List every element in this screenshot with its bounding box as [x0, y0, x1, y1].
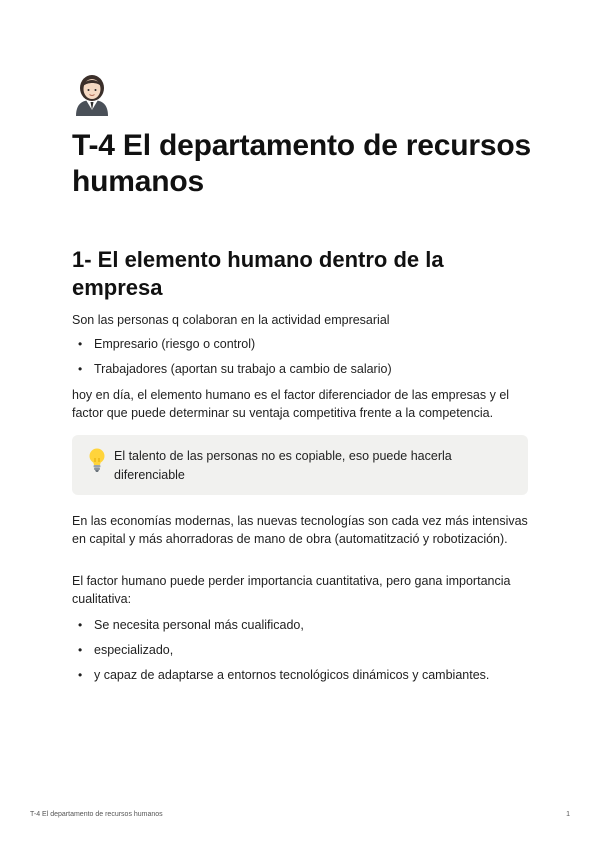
section-heading: 1- El elemento humano dentro de la empresa: [72, 247, 444, 300]
section-intro: Son las personas q colaboran en la actividad empresarial: [72, 313, 390, 327]
callout-text: El talento de las personas no es copiable, eso puede hacerla diferenciable: [114, 449, 452, 482]
list-item-text: Empresario (riesgo o control): [94, 337, 256, 351]
list-item: [78, 666, 528, 684]
bullet-icon: •: [78, 618, 83, 632]
woman-office-worker-icon: [72, 72, 112, 116]
paragraph: En las economías modernas, las nuevas tecnologías son cada vez más intensivas en capital y más ahorradoras de mano de obra (automatització y robotización).: [72, 514, 528, 546]
list-item-text: Se necesita personal más cualificado,: [94, 618, 304, 632]
callout-box: [72, 435, 528, 495]
paragraph: hoy en día, el elemento humano es el factor diferenciador de las empresas y el factor que puede determinar su ventaja competitiva frente a la competencia.: [72, 388, 510, 420]
page-title: T-4 El departamento de recursos humanos: [72, 129, 531, 198]
list-item-text: Trabajadores (aportan su trabajo a cambio de salario): [94, 362, 392, 376]
footer-page-number: 1: [566, 811, 570, 818]
bullet-icon: •: [78, 337, 83, 351]
paragraph: El factor humano puede perder importancia cuantitativa, pero gana importancia cualitativa:: [72, 574, 511, 606]
bullet-icon: •: [78, 668, 83, 682]
bullet-icon: •: [78, 362, 83, 376]
lightbulb-icon: [86, 447, 108, 473]
list-item: [78, 360, 528, 378]
list-item-text: y capaz de adaptarse a entornos tecnológicos dinámicos y cambiantes.: [94, 668, 490, 682]
list-item: [78, 335, 528, 353]
footer-doc-title: T-4 El departamento de recursos humanos: [30, 811, 163, 818]
bullet-icon: •: [78, 643, 83, 657]
list-item: [78, 641, 528, 659]
list-item-text: especializado,: [94, 643, 174, 657]
list-item: [78, 616, 528, 634]
